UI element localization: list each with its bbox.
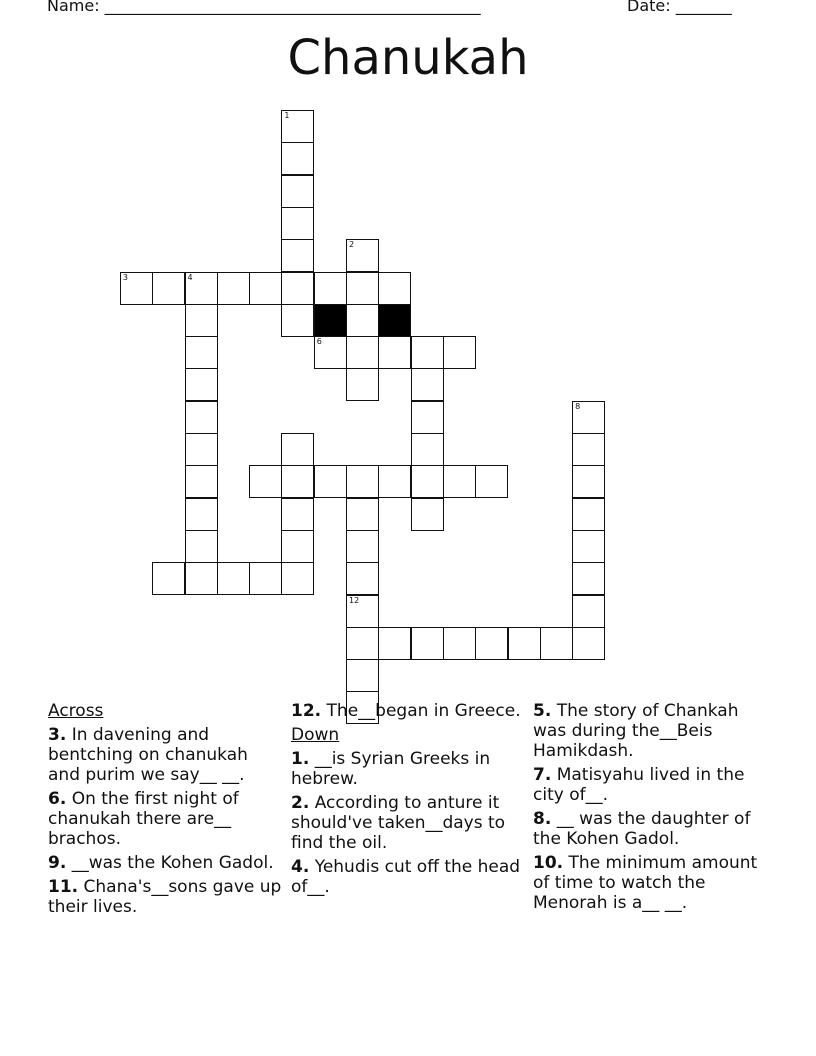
grid-cell[interactable] [281,110,314,143]
grid-cell[interactable] [572,627,605,660]
grid-cell[interactable] [346,562,379,595]
clue-number-label: 4 [187,272,193,282]
clue-item [291,857,527,897]
clue-item [533,765,769,805]
grid-cell[interactable] [346,304,379,337]
clue-number: 3. [48,725,67,745]
grid-cell[interactable] [249,562,282,595]
clue-number: 8. [533,809,552,829]
clue-item [291,749,527,789]
clue-number-label: 3 [122,272,128,282]
clue-item [48,877,284,917]
clue-text: The minimum amount of time to watch the Menorah is a__ __. [533,853,758,913]
grid-cell[interactable] [411,627,444,660]
black-cell [314,304,347,337]
grid-cell[interactable] [281,175,314,208]
grid-cell[interactable] [443,465,476,498]
grid-cell[interactable] [443,336,476,369]
grid-cell[interactable] [217,272,250,305]
clue-number-label: 12 [349,595,360,605]
across-heading: Across [48,701,104,721]
grid-cell[interactable] [411,401,444,434]
clue-text: The__began in Greece. [321,701,521,721]
clue-text: In davening and bentching on chanukah and purim we say__ __. [48,725,248,785]
grid-cell[interactable] [572,401,605,434]
clue-number: 7. [533,765,552,785]
down-clue-list-continued [533,701,769,913]
clue-text: The story of Chankah was during the__Beis Hamikdash. [533,701,739,761]
clue-item [48,725,284,785]
grid-cell[interactable] [378,272,411,305]
grid-cell[interactable] [281,465,314,498]
grid-cell[interactable] [346,272,379,305]
name-field-label: Name: _______________________________________________ [47,0,481,15]
clue-text: __was the Kohen Gadol. [66,853,274,873]
grid-cell[interactable] [411,336,444,369]
grid-cell[interactable] [411,368,444,401]
grid-cell[interactable] [281,530,314,563]
grid-cell[interactable] [443,627,476,660]
grid-cell[interactable] [281,272,314,305]
grid-cell[interactable] [185,433,218,466]
clues-column-1 [48,701,284,921]
clue-number: 4. [291,857,310,877]
grid-cell[interactable] [346,530,379,563]
grid-cell[interactable] [572,562,605,595]
grid-cell[interactable] [475,465,508,498]
clue-item [533,853,769,913]
grid-cell[interactable] [572,530,605,563]
clue-text: On the first night of chanukah there are__ brachos. [48,789,239,849]
grid-cell[interactable] [152,272,185,305]
grid-cell[interactable] [572,433,605,466]
grid-cell[interactable] [281,562,314,595]
grid-cell[interactable] [346,239,379,272]
grid-cell[interactable] [217,562,250,595]
grid-cell[interactable] [411,433,444,466]
clue-text: __ was the daughter of the Kohen Gadol. [533,809,751,849]
grid-cell[interactable] [346,595,379,628]
clue-number: 6. [48,789,67,809]
grid-cell[interactable] [185,272,218,305]
grid-cell[interactable] [152,562,185,595]
grid-cell[interactable] [185,304,218,337]
grid-cell[interactable] [281,207,314,240]
grid-cell[interactable] [281,239,314,272]
grid-cell[interactable] [249,465,282,498]
grid-cell[interactable] [185,401,218,434]
across-clue-list-continued [291,701,527,721]
grid-cell[interactable] [346,336,379,369]
clue-text: __is Syrian Greeks in hebrew. [291,749,491,789]
down-heading: Down [291,725,340,745]
clue-number-label: 2 [349,240,355,250]
grid-cell[interactable] [281,142,314,175]
grid-cell[interactable] [120,272,153,305]
grid-cell[interactable] [378,336,411,369]
grid-cell[interactable] [378,627,411,660]
clue-number-label: 8 [575,401,581,411]
clue-number: 5. [533,701,552,721]
clue-number: 12. [291,701,322,721]
down-clue-list [291,749,527,897]
date-field-label: Date: _______ [627,0,732,15]
clue-text: Matisyahu lived in the city of__. [533,765,745,805]
clue-item [291,793,527,853]
grid-cell[interactable] [185,498,218,531]
grid-cell[interactable] [185,368,218,401]
grid-cell[interactable] [185,562,218,595]
clue-text: Yehudis cut off the head of__. [291,857,521,897]
clue-text: According to anture it should've taken__days to find the oil. [291,793,506,853]
grid-cell[interactable] [185,530,218,563]
grid-cell[interactable] [314,465,347,498]
clue-text: Chana's__sons gave up their lives. [48,877,282,917]
clue-number-label: 1 [284,111,290,120]
grid-cell[interactable] [346,498,379,531]
puzzle-title: Chanukah [287,30,529,86]
grid-cell[interactable] [378,465,411,498]
clue-number: 10. [533,853,564,873]
clue-number: 9. [48,853,67,873]
clue-item [291,701,527,721]
grid-cell[interactable] [475,627,508,660]
grid-cell[interactable] [572,465,605,498]
grid-cell[interactable] [540,627,573,660]
grid-cell[interactable] [411,498,444,531]
grid-cell[interactable] [346,659,379,692]
clues-column-2 [291,701,527,901]
grid-cell[interactable] [249,272,282,305]
clue-item [48,853,284,873]
grid-cell[interactable] [508,627,541,660]
clue-item [533,701,769,761]
grid-cell[interactable] [281,433,314,466]
clues-column-3 [533,701,769,917]
clue-number: 1. [291,749,310,769]
grid-cell[interactable] [346,368,379,401]
clue-number-label: 6 [316,337,322,347]
grid-cell[interactable] [314,272,347,305]
grid-cell[interactable] [572,595,605,628]
grid-cell[interactable] [411,465,444,498]
clue-number: 11. [48,877,79,897]
grid-cell[interactable] [281,304,314,337]
grid-cell[interactable] [281,498,314,531]
grid-cell[interactable] [346,465,379,498]
grid-cell[interactable] [185,336,218,369]
clue-item [533,809,769,849]
grid-cell[interactable] [314,336,347,369]
grid-cell[interactable] [572,498,605,531]
black-cell [378,304,411,337]
clue-item [48,789,284,849]
across-clue-list [48,725,284,917]
grid-cell[interactable] [185,465,218,498]
clue-number: 2. [291,793,310,813]
grid-cell[interactable] [346,627,379,660]
